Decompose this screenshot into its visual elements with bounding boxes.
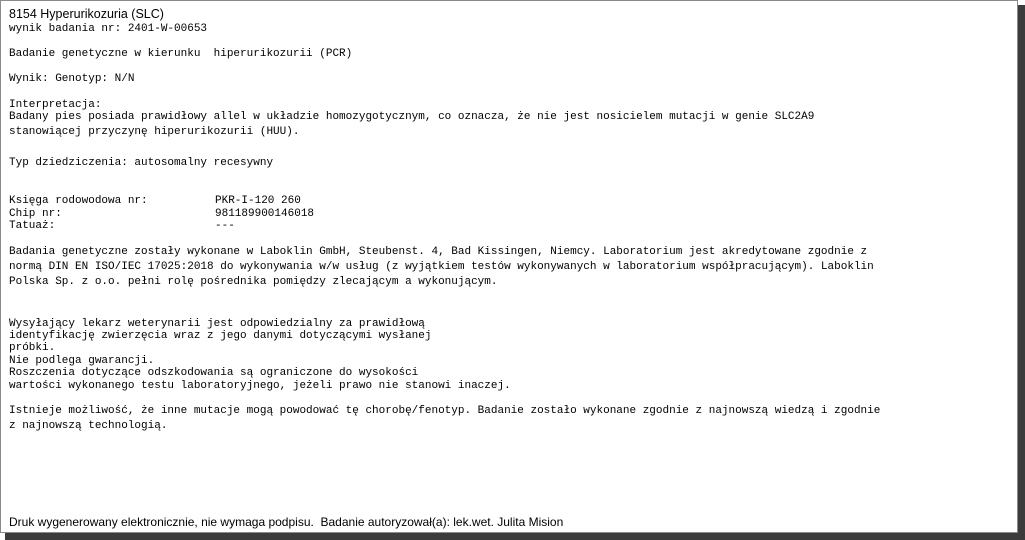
disclaimer-line-5: Roszczenia dotyczące odszkodowania są ograniczone do wysokości [9, 367, 419, 379]
footer-electronic-note: Druk wygenerowany elektronicznie, nie wymaga podpisu. [9, 515, 314, 529]
interpretation-heading: Interpretacja: [9, 99, 102, 111]
tattoo-label: Tatuaż: [9, 220, 56, 232]
disclaimer-line-3: próbki. [9, 342, 56, 354]
tattoo-row [9, 221, 235, 233]
page-shadow-bottom [5, 533, 1025, 540]
disclaimer-line-1: Wysyłający lekarz weterynarii jest odpowiedzialny za prawidłową [9, 318, 425, 330]
pedigree-label: Księga rodowodowa nr: [9, 195, 148, 207]
interpretation-line-1: Badany pies posiada prawidłowy allel w układzie homozygotycznym, co oznacza, że nie jest nosicielem mutacji w genie SLC2A9 [9, 111, 815, 123]
inheritance-type: Typ dziedziczenia: autosomalny recesywny [9, 157, 274, 169]
tattoo-value: --- [215, 220, 235, 232]
note-line-1: Istnieje możliwość, że inne mutacje mogą powodować tę chorobę/fenotyp. Badanie zostało wykonane zgodnie z najnowszą wiedzą i zgodnie [9, 405, 881, 417]
test-result: Wynik: Genotyp: N/N [9, 73, 135, 85]
chip-value: 981189900146018 [215, 208, 315, 220]
pedigree-row [9, 196, 301, 208]
interpretation-line-2: stanowiącej przyczynę hiperurikozurii (HUU). [9, 126, 300, 138]
chip-label: Chip nr: [9, 208, 62, 220]
report-title: 8154 Hyperurikozuria (SLC) [9, 7, 164, 21]
pedigree-value: PKR-I-120 260 [215, 195, 301, 207]
disclaimer-line-6: wartości wykonanego testu laboratoryjnego, jeżeli prawo nie stanowi inaczej. [9, 380, 511, 392]
footer-authorized-by: Badanie autoryzował(a): lek.wet. Julita Mision [313, 515, 564, 529]
page-shadow-right [1018, 5, 1025, 540]
disclaimer-line-2: identyfikację zwierzęcia wraz z jego danymi dotyczącymi wysłanej [9, 330, 432, 342]
lab-info-line-1: Badania genetyczne zostały wykonane w Laboklin GmbH, Steubenst. 4, Bad Kissingen, Niemcy. Laboratorium jest akredytowane zgodnie z [9, 246, 868, 258]
lab-info-line-3: Polska Sp. z o.o. pełni rolę pośrednika pomiędzy zlecającym a wykonującym. [9, 276, 498, 288]
disclaimer-line-4: Nie podlega gwarancji. [9, 355, 155, 367]
test-name: Badanie genetyczne w kierunku hiperurikozurii (PCR) [9, 48, 353, 60]
chip-row [9, 209, 314, 221]
report-number: wynik badania nr: 2401-W-00653 [9, 23, 208, 35]
lab-info-line-2: normą DIN EN ISO/IEC 17025:2018 do wykonywania w/w usług (z wyjątkiem testów wykonywanych w laboratorium współpracującym). Laboklin [9, 261, 874, 273]
report-footer [9, 515, 563, 529]
note-line-2: z najnowszą technologią. [9, 420, 168, 432]
